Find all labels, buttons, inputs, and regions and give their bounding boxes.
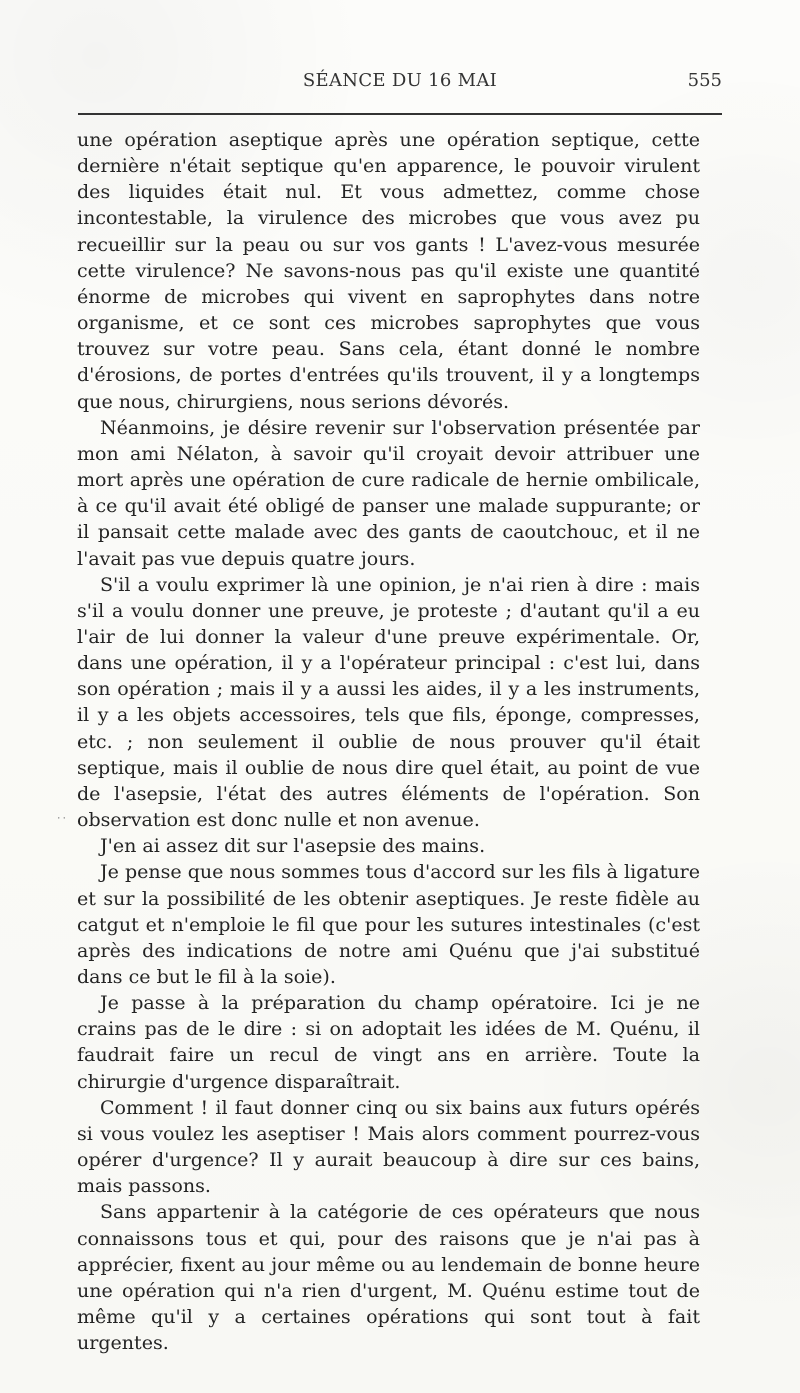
- paragraph-6: Je passe à la préparation du champ opératoire. Ici je ne crains pas de le dire : si on adoptait les idées de M. Quénu, il faudrait faire un recul de vingt ans en arrière. Toute la chirurgie d'urgence disparaîtrait.: [77, 992, 700, 1093]
- page-header: [78, 70, 722, 98]
- paragraph-2: Néanmoins, je désire revenir sur l'observation présentée par mon ami Nélaton, à savoir qu'il croyait devoir attribuer une mort après une opération de cure radicale de hernie ombilicale, à ce qu'il avait été obligé de panser une malade suppurante; or il pansait cette malade avec des gants de caoutchouc, et il ne l'avait pas vue depuis quatre jours.: [77, 416, 700, 570]
- running-title: SÉANCE DU 16 MAI: [302, 70, 498, 91]
- body-text: [77, 127, 700, 1356]
- page-number: 555: [687, 70, 722, 91]
- paragraph-8: Sans appartenir à la catégorie de ces opérateurs que nous connaissons tous et qui, pour des raisons que je n'ai pas à apprécier, fixent au jour même ou au lendemain de bonne heure une opération qui n'a rien d'urgent, M. Quénu estime tout de même qu'il y a certaines opérations qui sont tout à fait urgentes.: [77, 1201, 700, 1355]
- paragraph-5: Je pense que nous sommes tous d'accord sur les fils à ligature et sur la possibilité de les obtenir aseptiques. Je reste fidèle au catgut et n'emploie le fil que pour les sutures intestinales (c'est après des indications de notre ami Quénu que j'ai substitué dans ce but le fil à la soie).: [77, 861, 700, 988]
- paragraph-3: S'il a voulu exprimer là une opinion, je n'ai rien à dire : mais s'il a voulu donner une preuve, je proteste ; d'autant qu'il a eu l'air de lui donner la valeur d'une preuve expérimentale. Or, dans une opération, il y a l'opérateur principal : c'est lui, dans son opération ; mais il y a aussi les aides, il y a les instruments, il y a les objets accessoires, tels que fils, éponge, compresses, etc. ; non seulement il oublie de nous prouver qu'il était septique, mais il oublie de nous dire quel était, au point de vue de l'asepsie, l'état des autres éléments de l'opération. Son observation est donc nulle et non avenue.: [77, 573, 700, 832]
- paragraph-7: Comment ! il faut donner cinq ou six bains aux futurs opérés si vous voulez les aseptiser ! Mais alors comment pourrez-vous opérer d'urgence? Il y aurait beaucoup à dire sur ces bains, mais passons.: [77, 1096, 700, 1198]
- scan-mark: ˙˙: [56, 816, 67, 829]
- paragraph-1: une opération aseptique après une opération septique, cette dernière n'était septique qu'en apparence, le pouvoir virulent des liquides était nul. Et vous admettez, comme chose incontestable, la virulence des microbes que vous avez pu recueillir sur la peau ou sur vos gants ! L'avez-vous mesurée cette virulence? Ne savons-nous pas qu'il existe une quantité énorme de microbes qui vivent en saprophytes dans notre organisme, et ce sont ces microbes saprophytes que vous trouvez sur votre peau. Sans cela, étant donné le nombre d'érosions, de portes d'entrées qu'ils trouvent, il y a longtemps que nous, chirurgiens, nous serions dévorés.: [77, 129, 700, 413]
- header-rule: [78, 113, 722, 115]
- paragraph-4: J'en ai assez dit sur l'asepsie des mains.: [100, 835, 486, 858]
